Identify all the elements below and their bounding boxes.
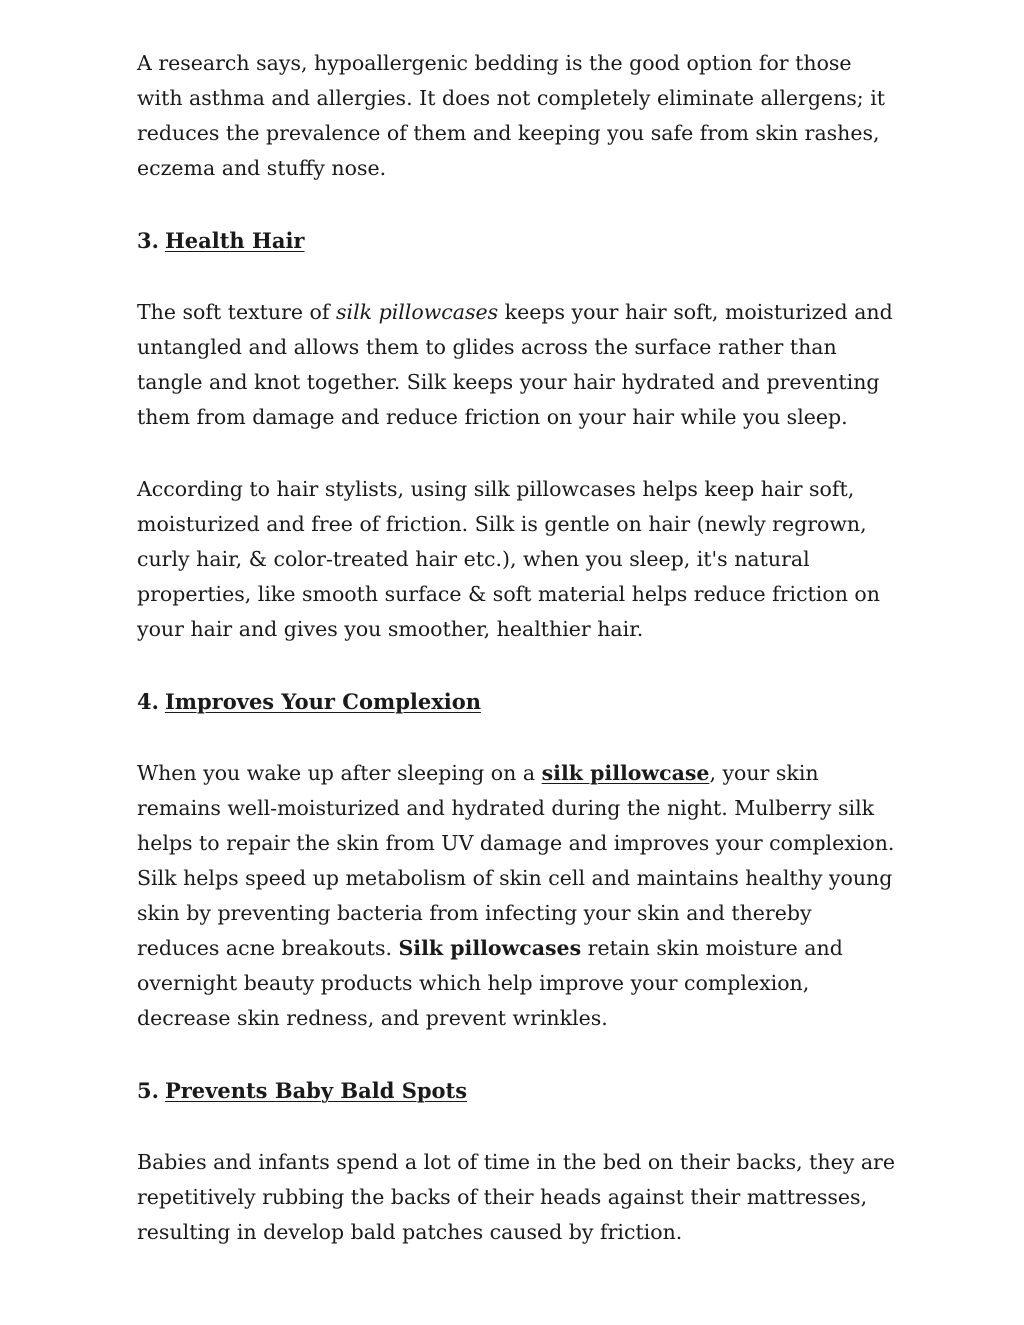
text-run: When you wake up after sleeping on a [137, 761, 542, 785]
section-number: 3. [137, 228, 159, 253]
text-run: keeps your hair soft, moisturized and untangled and allows them to glides across the surface rather than tangle and knot together. Silk keeps your hair hydrated and preventing them from damage and reduce friction on your hair while you sleep. [137, 300, 893, 429]
text-run: retain skin moisture and overnight beauty products which help improve your complexion, decrease skin redness, and prevent wrinkles. [137, 936, 843, 1030]
complexion-link[interactable]: Improves Your Complexion [164, 689, 481, 714]
bold-text: Silk pillowcases [398, 936, 582, 960]
document-page [137, 46, 897, 1287]
text-run: The soft texture of [137, 300, 336, 324]
text-run: , your skin remains well-moisturized and hydrated during the night. Mulberry silk helps to repair the skin from UV damage and improves your complexion. Silk helps speed up metabolism of skin cell and maintains healthy young skin by preventing bacteria from infecting your skin and thereby reduces acne breakouts. [137, 761, 895, 960]
silk-pillowcase-link[interactable]: silk pillowcase [541, 761, 710, 785]
baby-bald-spots-paragraph: Babies and infants spend a lot of time in the bed on their backs, they are repetitively rubbing the backs of their heads against their mattresses, resulting in develop bald patches caused by friction. [137, 1150, 895, 1244]
section-heading-baby-bald-spots [137, 1073, 897, 1108]
section-heading-health-hair [137, 223, 897, 258]
section-number: 5. [137, 1078, 159, 1103]
baby-bald-spots-link[interactable]: Prevents Baby Bald Spots [164, 1078, 468, 1103]
complexion-paragraph [137, 756, 897, 1036]
italic-text: silk pillowcases [336, 300, 499, 324]
health-hair-link[interactable]: Health Hair [164, 228, 305, 253]
section-heading-complexion [137, 684, 897, 719]
intro-paragraph: A research says, hypoallergenic bedding is the good option for those with asthma and allergies. It does not completely eliminate allergens; it reduces the prevalence of them and keeping you safe from skin rashes, eczema and stuffy nose. [137, 51, 886, 180]
health-hair-paragraph-1 [137, 295, 897, 435]
health-hair-paragraph-2: According to hair stylists, using silk pillowcases helps keep hair soft, moisturized and free of friction. Silk is gentle on hair (newly regrown, curly hair, & color-treated hair etc.), when you sleep, it's natural properties, like smooth surface & soft material helps reduce friction on your hair and gives you smoother, healthier hair. [137, 477, 880, 641]
section-number: 4. [137, 689, 159, 714]
